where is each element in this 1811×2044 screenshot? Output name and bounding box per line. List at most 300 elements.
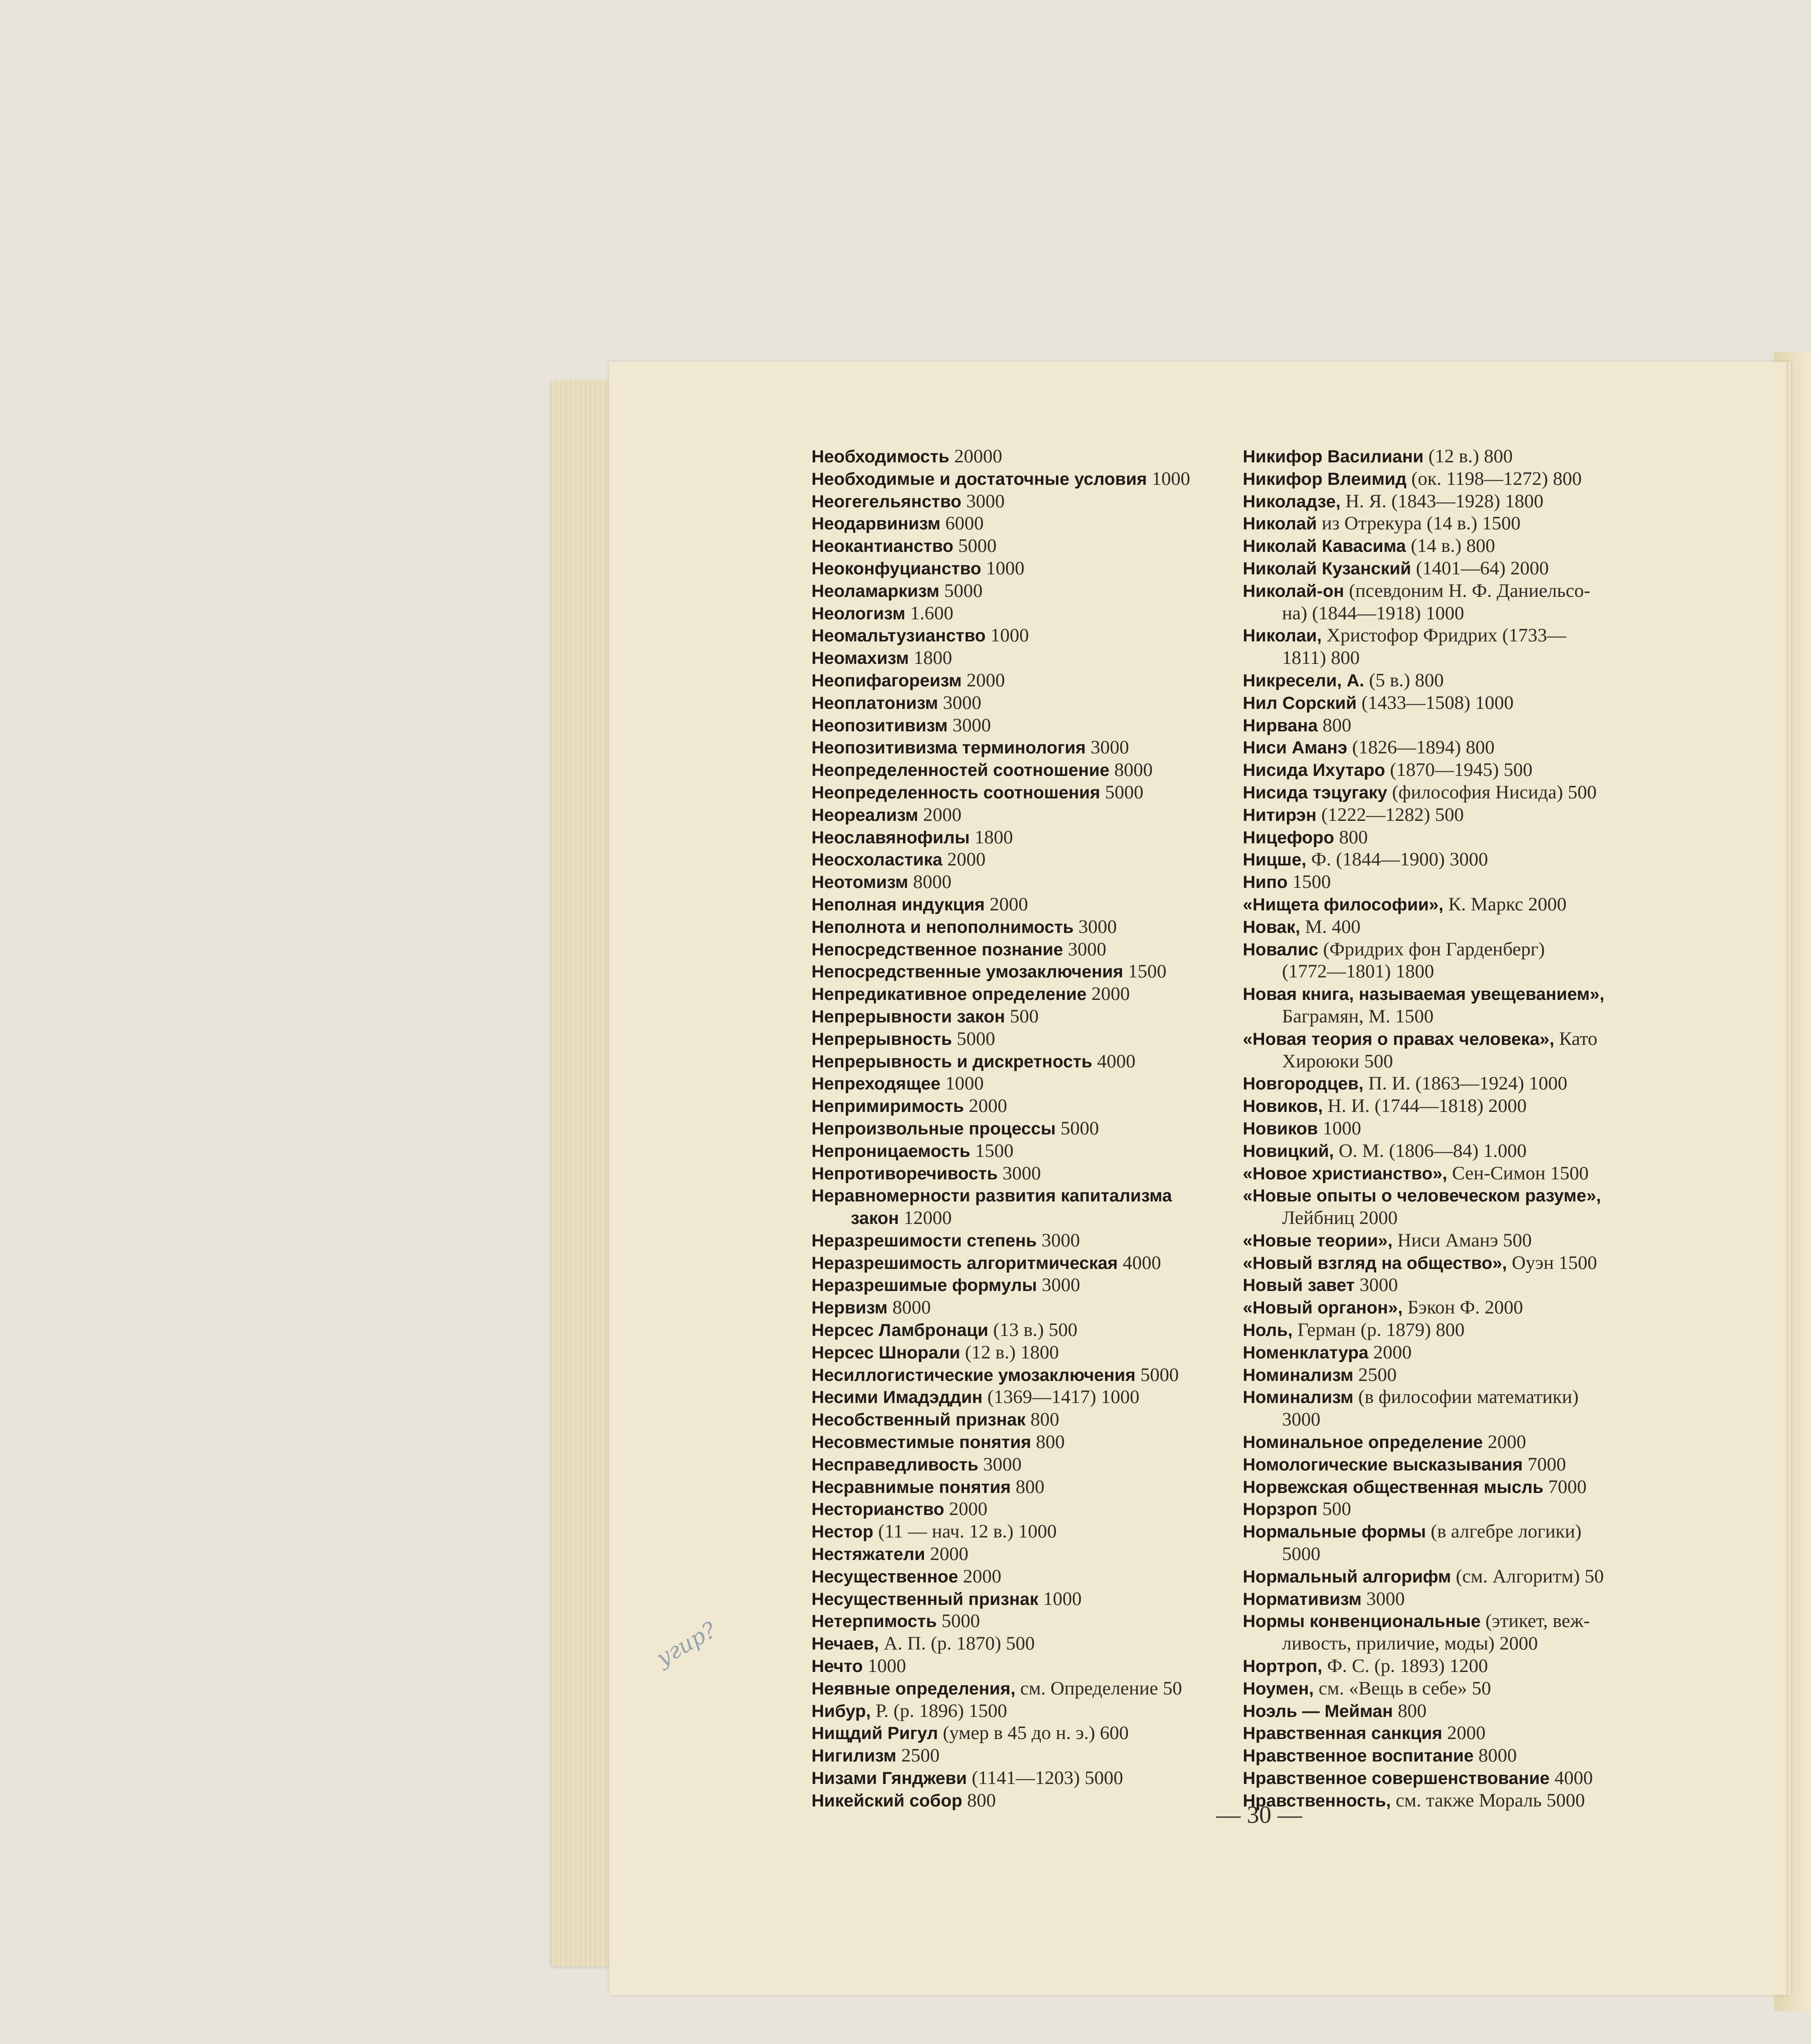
- index-entry: [811, 939, 1233, 961]
- index-entry: [1243, 1386, 1664, 1409]
- entry-detail: 3000: [1361, 1588, 1405, 1609]
- entry-detail: (1826—1894) 800: [1347, 737, 1495, 758]
- index-entry: [811, 1028, 1233, 1051]
- index-entry: [1243, 1633, 1664, 1655]
- index-entry: [1243, 468, 1664, 491]
- index-entry: [811, 1655, 1233, 1678]
- entry-detail: 5000: [952, 1028, 995, 1049]
- entry-detail: (12 в.) 1800: [960, 1341, 1059, 1363]
- entry-term: Нибур,: [811, 1701, 871, 1721]
- entry-term: Несущественное: [811, 1567, 958, 1587]
- index-entry: [811, 1230, 1233, 1252]
- entry-term: Нищдий Ригул: [811, 1724, 938, 1744]
- entry-detail: 5000: [937, 1610, 980, 1632]
- entry-term: Несими Имадэддин: [811, 1387, 983, 1407]
- entry-term: Новая книга, называемая увещеванием»,: [1243, 984, 1605, 1004]
- entry-term: Непрерывность: [811, 1029, 952, 1049]
- entry-term: Неомальтузианство: [811, 626, 986, 646]
- index-entry: [1243, 558, 1664, 580]
- entry-term: Новак,: [1243, 917, 1300, 937]
- index-entry: [1243, 961, 1664, 983]
- entry-term: Непрерывности закон: [811, 1006, 1005, 1026]
- entry-term: Непосредственные умозаключения: [811, 962, 1123, 982]
- entry-term: Норвежская общественная мысль: [1243, 1477, 1544, 1497]
- entry-detail: 800: [1025, 1409, 1060, 1430]
- entry-term: Нечаев,: [811, 1634, 879, 1654]
- entry-term: «Новые опыты о человеческом разуме»,: [1243, 1186, 1601, 1206]
- entry-term: Номологические высказывания: [1243, 1455, 1523, 1475]
- entry-detail: Ф. С. (р. 1893) 1200: [1322, 1655, 1488, 1677]
- entry-term: Неодарвинизм: [811, 514, 941, 534]
- entry-detail: 3000: [1282, 1409, 1320, 1430]
- index-entry: [811, 468, 1233, 491]
- index-entry: [811, 1633, 1233, 1655]
- entry-detail: П. И. (1863—1924) 1000: [1363, 1073, 1568, 1094]
- entry-detail: (ок. 1198—1272) 800: [1406, 468, 1582, 489]
- entry-term: Несторианство: [811, 1499, 944, 1520]
- entry-term: «Новое христианство»,: [1243, 1163, 1448, 1183]
- entry-term: Неопозитивизм: [811, 715, 948, 735]
- entry-detail: 1500: [970, 1140, 1014, 1161]
- entry-detail: (1870—1945) 500: [1385, 759, 1533, 781]
- index-entry: [811, 1610, 1233, 1633]
- entry-detail: Оуэн 1500: [1507, 1252, 1597, 1273]
- pencil-annotation: угир?: [652, 1616, 721, 1672]
- entry-term: Нерсес Ламбронаци: [811, 1320, 988, 1340]
- entry-detail: (1369—1417) 1000: [982, 1386, 1140, 1408]
- index-entry: [1243, 782, 1664, 804]
- index-entry: [1243, 1700, 1664, 1723]
- entry-term: Николаи,: [1243, 626, 1322, 646]
- index-entry: [1243, 1655, 1664, 1678]
- index-entry: [811, 513, 1233, 535]
- index-entry: [811, 535, 1233, 558]
- entry-detail: 4000: [1092, 1050, 1136, 1072]
- entry-detail: 2000: [1483, 1431, 1526, 1453]
- entry-detail: 1000: [1147, 468, 1190, 489]
- index-entry: [1243, 1274, 1664, 1297]
- entry-detail: 1811) 800: [1282, 647, 1360, 669]
- index-entry: [1243, 1342, 1664, 1364]
- entry-term: Низами Гянджеви: [811, 1768, 967, 1788]
- entry-detail: Ниси Аманэ 500: [1392, 1229, 1532, 1251]
- entry-detail: ливость, приличие, моды) 2000: [1282, 1633, 1538, 1654]
- index-entry: [811, 1274, 1233, 1297]
- entry-term: Николай Кузанский: [1243, 558, 1411, 578]
- entry-detail: (1141—1203) 5000: [967, 1767, 1123, 1789]
- index-entry: [811, 491, 1233, 513]
- index-entry: [811, 603, 1233, 625]
- entry-term: Никифор Влеимид: [1243, 469, 1407, 489]
- entry-term: Неявные определения,: [811, 1679, 1015, 1699]
- entry-term: Нипо: [1243, 872, 1288, 892]
- index-entry: [811, 1297, 1233, 1319]
- page-number: — 30 —: [1216, 1801, 1302, 1828]
- entry-detail: 2000: [1442, 1722, 1486, 1744]
- entry-term: «Новый взгляд на общество»,: [1243, 1253, 1507, 1273]
- entry-term: Нормальный алгорифм: [1243, 1567, 1451, 1587]
- entry-term: Неопределенностей соотношение: [811, 760, 1109, 780]
- entry-term: Неразрешимость алгоритмическая: [811, 1253, 1118, 1273]
- index-entry: [1243, 1722, 1664, 1745]
- index-entry: [811, 759, 1233, 782]
- entry-term: Номинальное определение: [1243, 1432, 1483, 1452]
- index-entry: [811, 827, 1233, 849]
- entry-detail: 2000: [918, 804, 962, 825]
- index-entry: [1243, 1163, 1664, 1185]
- index-entry: [811, 1163, 1233, 1185]
- index-entry: [1243, 1454, 1664, 1476]
- entry-term: Нечто: [811, 1656, 863, 1676]
- entry-detail: (1222—1282) 500: [1316, 804, 1464, 825]
- entry-detail: 1000: [1038, 1588, 1082, 1609]
- index-entry: [811, 1095, 1233, 1118]
- entry-detail: Хироюки 500: [1282, 1050, 1393, 1072]
- entry-detail: (1401—64) 2000: [1411, 557, 1549, 579]
- index-entry: [1243, 759, 1664, 782]
- entry-detail: см. Определение 50: [1015, 1677, 1182, 1699]
- entry-detail: (этикет, веж-: [1480, 1610, 1590, 1632]
- index-entry: [1243, 983, 1664, 1006]
- entry-term: Николай-он: [1243, 581, 1344, 601]
- entry-term: Нил Сорский: [1243, 693, 1357, 713]
- index-entry: [1243, 1028, 1664, 1051]
- entry-term: Непримиримость: [811, 1096, 964, 1116]
- entry-detail: Бэкон Ф. 2000: [1403, 1297, 1523, 1318]
- index-entry: [811, 782, 1233, 804]
- entry-term: Непосредственное познание: [811, 939, 1063, 959]
- index-entry: [1243, 1566, 1664, 1588]
- entry-detail: (философия Нисида) 500: [1387, 781, 1597, 803]
- index-entry: [811, 692, 1233, 715]
- entry-detail: К. Маркс 2000: [1443, 893, 1567, 915]
- entry-detail: (5 в.) 800: [1364, 669, 1444, 691]
- entry-term: Неопифагореизм: [811, 670, 962, 690]
- entry-detail: 800: [1393, 1700, 1427, 1721]
- entry-term: Неразрешимости степень: [811, 1230, 1037, 1251]
- index-entry: [811, 1252, 1233, 1275]
- index-entry: [1243, 1051, 1664, 1073]
- index-entry: [811, 1342, 1233, 1364]
- entry-detail: см. также Мораль 5000: [1391, 1789, 1585, 1811]
- entry-detail: 3000: [1074, 916, 1117, 937]
- entry-detail: 1500: [1287, 871, 1331, 893]
- index-entry: [1243, 446, 1664, 468]
- entry-detail: 2000: [942, 849, 986, 870]
- index-entry: [811, 916, 1233, 939]
- index-entry: [811, 558, 1233, 580]
- entry-term: Нравственная санкция: [1243, 1724, 1443, 1744]
- entry-term: Нигилизм: [811, 1746, 897, 1766]
- entry-term: Непрерывность и дискретность: [811, 1051, 1092, 1071]
- entry-term: Неомахизм: [811, 648, 909, 668]
- entry-detail: 2000: [1086, 983, 1130, 1005]
- index-entry: [1243, 1185, 1664, 1207]
- entry-detail: Ф. (1844—1900) 3000: [1306, 849, 1488, 870]
- entry-term: Николай: [1243, 514, 1317, 534]
- entry-detail: (см. Алгоритм) 50: [1451, 1565, 1604, 1587]
- entry-detail: 500: [1005, 1005, 1039, 1027]
- index-entry: [811, 446, 1233, 468]
- index-entry: [1243, 1678, 1664, 1700]
- index-entry: [811, 849, 1233, 871]
- entry-detail: 4000: [1549, 1767, 1593, 1789]
- entry-term: Номинализм: [1243, 1387, 1354, 1407]
- index-entry: [811, 1745, 1233, 1767]
- entry-term: Непреходящее: [811, 1074, 941, 1094]
- index-entry: [811, 1207, 1233, 1230]
- index-entry: [1243, 625, 1664, 647]
- entry-detail: 1000: [1318, 1117, 1361, 1139]
- entry-detail: 500: [1317, 1498, 1352, 1520]
- entry-term: Новицкий,: [1243, 1141, 1334, 1161]
- index-entry: [1243, 1118, 1664, 1140]
- entry-detail: из Отрекура (14 в.) 1500: [1317, 513, 1521, 534]
- index-entry: [1243, 939, 1664, 961]
- entry-term: Норзроп: [1243, 1499, 1318, 1520]
- entry-term: «Новая теория о правах человека»,: [1243, 1029, 1555, 1049]
- entry-detail: 2000: [925, 1543, 968, 1565]
- index-entry: [1243, 1207, 1664, 1230]
- entry-detail: 2000: [1368, 1341, 1412, 1363]
- entry-detail: (12 в.) 800: [1423, 446, 1513, 467]
- entry-detail: М. 400: [1300, 916, 1361, 937]
- index-entry: [811, 1073, 1233, 1095]
- left-column: [811, 446, 1233, 1812]
- entry-detail: 8000: [888, 1297, 931, 1318]
- index-entry: [1243, 737, 1664, 759]
- entry-term: Неопределенность соотношения: [811, 782, 1100, 802]
- entry-term: Неоплатонизм: [811, 693, 938, 713]
- entry-detail: 5000: [1056, 1117, 1099, 1139]
- entry-term: Ноэль — Мейман: [1243, 1701, 1393, 1721]
- index-entry: [1243, 1297, 1664, 1319]
- entry-term: Номенклатура: [1243, 1342, 1369, 1363]
- entry-detail: 5000: [953, 535, 997, 557]
- entry-term: Необходимость: [811, 447, 950, 466]
- entry-detail: 6000: [940, 513, 984, 534]
- index-entry: [1243, 1745, 1664, 1767]
- index-entry: [1243, 1476, 1664, 1499]
- entry-detail: (умер в 45 до н. э.) 600: [938, 1722, 1129, 1744]
- entry-detail: 3000: [961, 490, 1005, 512]
- entry-term: Нестор: [811, 1522, 874, 1542]
- entry-term: Непредикативное определение: [811, 984, 1087, 1004]
- entry-term: «Новые теории»,: [1243, 1230, 1393, 1251]
- index-entry: [1243, 1006, 1664, 1028]
- entry-detail: 3000: [978, 1453, 1022, 1475]
- entry-detail: (в философии математики): [1353, 1386, 1579, 1408]
- index-entry: [811, 1386, 1233, 1409]
- index-entry: [811, 1700, 1233, 1723]
- entry-term: Нетерпимость: [811, 1611, 937, 1632]
- entry-detail: 3000: [1037, 1274, 1080, 1296]
- entry-detail: Като: [1554, 1028, 1598, 1049]
- entry-detail: 3000: [938, 692, 982, 713]
- index-entry: [811, 1790, 1233, 1812]
- index-entry: [811, 647, 1233, 670]
- index-entry: [1243, 670, 1664, 692]
- entry-detail: 1000: [981, 557, 1025, 579]
- entry-term: Неославянофилы: [811, 827, 970, 847]
- index-entry: [811, 625, 1233, 647]
- index-entry: [1243, 1319, 1664, 1342]
- index-entry: [811, 715, 1233, 737]
- index-entry: [811, 983, 1233, 1006]
- index-entry: [1243, 1140, 1664, 1163]
- index-entry: [811, 1364, 1233, 1387]
- entry-detail: 7000: [1523, 1453, 1566, 1475]
- entry-detail: 20000: [949, 446, 1002, 467]
- entry-detail: Сен-Симон 1500: [1447, 1162, 1589, 1184]
- index-entry: [1243, 1588, 1664, 1611]
- entry-term: Николадзе,: [1243, 491, 1341, 511]
- entry-term: Ноль,: [1243, 1320, 1293, 1340]
- entry-term: Несправедливость: [811, 1455, 979, 1475]
- index-entry: [1243, 849, 1664, 871]
- index-entry: [811, 1454, 1233, 1476]
- entry-detail: 1800: [970, 826, 1013, 848]
- entry-term: Несравнимые понятия: [811, 1477, 1011, 1497]
- entry-term: Необходимые и достаточные условия: [811, 469, 1147, 489]
- entry-detail: 1000: [863, 1655, 906, 1677]
- entry-term: Нерсес Шнорали: [811, 1342, 960, 1363]
- index-entry: [811, 1588, 1233, 1611]
- index-entry: [1243, 1610, 1664, 1633]
- entry-term: Нортроп,: [1243, 1656, 1322, 1676]
- entry-term: Неосхоластика: [811, 850, 943, 870]
- index-entry: [811, 1678, 1233, 1700]
- page-gutter: [1786, 362, 1791, 1995]
- entry-term: Ницефоро: [1243, 827, 1334, 847]
- index-entry: [811, 1409, 1233, 1431]
- entry-term: Неопозитивизма терминология: [811, 738, 1086, 758]
- index-entry: [1243, 1521, 1664, 1543]
- index-entry: [811, 1185, 1233, 1207]
- entry-detail: 5000: [1135, 1364, 1179, 1385]
- entry-detail: 800: [1011, 1476, 1044, 1497]
- entry-term: Нормы конвенциональные: [1243, 1611, 1481, 1632]
- entry-detail: (14 в.) 800: [1406, 535, 1495, 557]
- index-entry: [811, 670, 1233, 692]
- entry-term: Неогегельянство: [811, 491, 962, 511]
- entry-term: Неполнота и непополнимость: [811, 917, 1074, 937]
- entry-term: Непроницаемость: [811, 1141, 970, 1161]
- index-entry: [1243, 827, 1664, 849]
- index-entry: [811, 1767, 1233, 1790]
- entry-term: закон: [851, 1208, 899, 1228]
- entry-detail: 800: [962, 1789, 996, 1811]
- entry-detail: Герман (р. 1879) 800: [1292, 1319, 1465, 1341]
- entry-term: Номинализм: [1243, 1365, 1354, 1385]
- entry-detail: 800: [1318, 714, 1352, 736]
- entry-term: Нитирэн: [1243, 805, 1317, 825]
- entry-detail: 2000: [985, 893, 1028, 915]
- entry-term: Несиллогистические умозаключения: [811, 1365, 1136, 1385]
- entry-term: Нормативизм: [1243, 1589, 1362, 1609]
- index-entry: [1243, 1230, 1664, 1252]
- entry-term: «Новый органон»,: [1243, 1298, 1403, 1318]
- entry-term: Никресели, А.: [1243, 670, 1365, 690]
- index-entry: [1243, 1767, 1664, 1790]
- entry-detail: 12000: [899, 1207, 952, 1229]
- index-entry: [1243, 1364, 1664, 1387]
- entry-term: «Нищета философии»,: [1243, 894, 1443, 914]
- entry-term: Неоламаркизм: [811, 581, 939, 601]
- entry-term: Непротиворечивость: [811, 1163, 998, 1183]
- entry-term: Никейский собор: [811, 1791, 962, 1811]
- index-entry: [1243, 1409, 1664, 1431]
- entry-detail: 5000: [939, 580, 983, 601]
- index-entry: [1243, 603, 1664, 625]
- entry-detail: О. М. (1806—84) 1.000: [1334, 1140, 1527, 1161]
- index-entry: [1243, 916, 1664, 939]
- entry-detail: 3000: [948, 714, 991, 736]
- entry-term: Неореализм: [811, 805, 919, 825]
- entry-term: Новгородцев,: [1243, 1074, 1364, 1094]
- entry-detail: 3000: [997, 1162, 1041, 1184]
- entry-detail: 2000: [964, 1095, 1007, 1117]
- entry-detail: 2000: [958, 1565, 1002, 1587]
- index-entry: [811, 894, 1233, 916]
- entry-detail: 2000: [962, 669, 1005, 691]
- entry-term: Новый завет: [1243, 1275, 1355, 1295]
- entry-term: Неполная индукция: [811, 894, 985, 914]
- index-entry: [1243, 894, 1664, 916]
- index-entry: [811, 1498, 1233, 1521]
- index-entry: [811, 1521, 1233, 1543]
- entry-detail: 1800: [909, 647, 953, 669]
- entry-detail: 8000: [908, 871, 952, 893]
- index-entry: [1243, 1543, 1664, 1566]
- index-entry: [811, 1319, 1233, 1342]
- entry-detail: Н. Я. (1843—1928) 1800: [1340, 490, 1544, 512]
- entry-detail: 7000: [1543, 1476, 1587, 1497]
- index-entry: [1243, 871, 1664, 894]
- entry-term: Новиков,: [1243, 1096, 1323, 1116]
- entry-detail: (1433—1508) 1000: [1356, 692, 1514, 713]
- index-entry: [1243, 535, 1664, 558]
- entry-term: Неоконфуцианство: [811, 558, 982, 578]
- index-entry: [1243, 1073, 1664, 1095]
- entry-detail: на) (1844—1918) 1000: [1282, 602, 1464, 624]
- entry-detail: 3000: [1036, 1229, 1080, 1251]
- index-entry: [1243, 491, 1664, 513]
- index-entry: [1243, 1095, 1664, 1118]
- entry-detail: 4000: [1118, 1252, 1161, 1273]
- entry-term: Нравственное совершенствование: [1243, 1768, 1550, 1788]
- entry-detail: 1500: [1123, 961, 1167, 982]
- entry-detail: 3000: [1354, 1274, 1398, 1296]
- entry-detail: (Фридрих фон Гарденберг): [1318, 938, 1545, 960]
- entry-detail: 800: [1031, 1431, 1065, 1453]
- index-entry: [1243, 513, 1664, 535]
- entry-term: Нравственность,: [1243, 1791, 1391, 1811]
- entry-detail: Баграмян, М. 1500: [1282, 1005, 1434, 1027]
- entry-detail: (13 в.) 500: [988, 1319, 1078, 1341]
- entry-detail: Р. (р. 1896) 1500: [871, 1700, 1007, 1721]
- entry-detail: 2500: [896, 1745, 940, 1766]
- index-entry: [811, 804, 1233, 827]
- index-entry: [811, 1006, 1233, 1028]
- index-entry: [811, 1543, 1233, 1566]
- entry-detail: (1772—1801) 1800: [1282, 961, 1434, 982]
- entry-term: Нирвана: [1243, 715, 1318, 735]
- entry-detail: 3000: [1086, 737, 1129, 758]
- entry-term: Нестяжатели: [811, 1544, 926, 1564]
- entry-detail: 3000: [1063, 938, 1107, 960]
- entry-term: Новалис: [1243, 939, 1318, 959]
